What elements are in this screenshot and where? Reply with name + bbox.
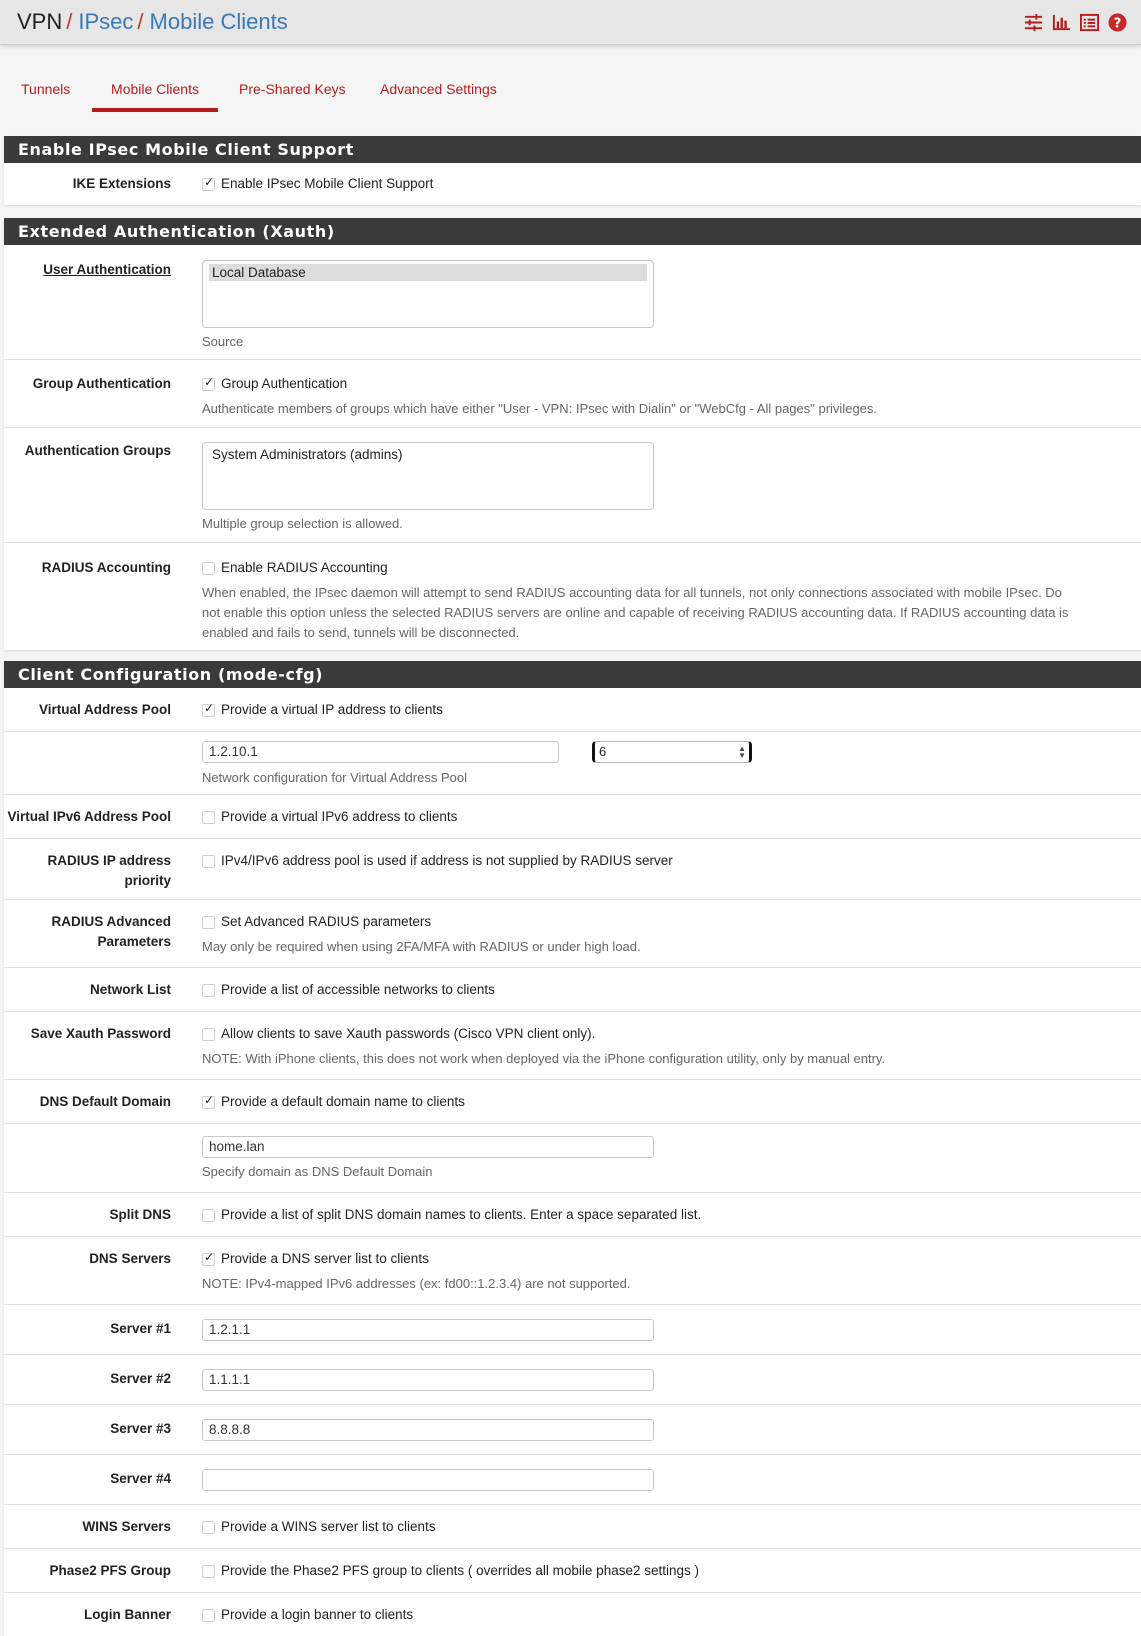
split-dns-label: Split DNS: [109, 1207, 171, 1222]
dns-servers-row: [4, 1237, 1141, 1305]
ike-extensions-row: [4, 163, 1141, 205]
tab-advanced-settings[interactable]: Advanced Settings: [380, 81, 497, 97]
dns-server-3-input[interactable]: 8.8.8.8: [202, 1419, 654, 1441]
group-auth-text: Group Authentication: [221, 376, 348, 391]
dns-server-1-row: [4, 1305, 1141, 1355]
dns-default-domain-text: Provide a default domain name to clients: [221, 1094, 465, 1109]
virtual-address-network-row: [4, 732, 1141, 795]
radius-accounting-checkbox[interactable]: [202, 562, 215, 575]
radius-advanced-text: Set Advanced RADIUS parameters: [221, 914, 432, 929]
group-auth-checkbox[interactable]: [202, 378, 215, 391]
client-config-panel: [4, 661, 1141, 1636]
network-list-label: Network List: [89, 982, 171, 997]
list-icon[interactable]: [1080, 13, 1099, 32]
svg-text:?: ?: [1113, 16, 1122, 32]
split-dns-text: Provide a list of split DNS domain names to clients. Enter a space separated list.: [221, 1207, 702, 1222]
sliders-icon[interactable]: [1024, 13, 1043, 32]
dns-server-4-input[interactable]: [202, 1469, 654, 1491]
virtual-address-input[interactable]: 1.2.10.1: [202, 741, 559, 763]
virtual-ipv6-pool-row: [4, 795, 1141, 839]
dns-server-4-label: Server #4: [110, 1471, 171, 1486]
save-xauth-row: [4, 1012, 1141, 1080]
dns-server-2-input[interactable]: 1.1.1.1: [202, 1369, 654, 1391]
auth-groups-listbox[interactable]: [202, 442, 654, 510]
dns-servers-checkbox[interactable]: [202, 1253, 215, 1266]
login-banner-label: Login Banner: [84, 1607, 171, 1622]
save-xauth-help: NOTE: With iPhone clients, this does not work when deployed via the iPhone configuration utility, only by manual entry.: [202, 1051, 886, 1066]
dns-server-3-row: [4, 1405, 1141, 1455]
split-dns-row: [4, 1193, 1141, 1237]
auth-groups-row: [4, 428, 1141, 543]
dns-domain-value-row: [4, 1124, 1141, 1193]
radius-ip-priority-row: [4, 839, 1141, 900]
dns-server-1-input[interactable]: 1.2.1.1: [202, 1319, 654, 1341]
ike-extensions-checkbox[interactable]: [202, 178, 215, 191]
network-list-row: [4, 968, 1141, 1012]
panel-title: Client Configuration (mode-cfg): [4, 661, 1141, 688]
user-auth-help: Source: [202, 334, 244, 349]
auth-groups-help: Multiple group selection is allowed.: [202, 516, 403, 531]
radius-ip-priority-checkbox[interactable]: [202, 855, 215, 868]
radius-ip-priority-label-2: priority: [124, 873, 171, 888]
tab-tunnels[interactable]: Tunnels: [21, 81, 71, 97]
save-xauth-text: Allow clients to save Xauth passwords (Cisco VPN client only).: [221, 1026, 596, 1041]
dns-servers-text: Provide a DNS server list to clients: [221, 1251, 429, 1266]
user-auth-row: [4, 245, 1141, 360]
wins-servers-checkbox[interactable]: [202, 1521, 215, 1534]
tab-mobile-clients[interactable]: Mobile Clients: [92, 78, 218, 112]
wins-servers-text: Provide a WINS server list to clients: [221, 1519, 436, 1534]
bar-chart-icon[interactable]: [1052, 13, 1071, 32]
radius-accounting-text: Enable RADIUS Accounting: [221, 560, 388, 575]
breadcrumb-vpn: VPN: [17, 9, 63, 34]
radius-advanced-label-2: Parameters: [97, 934, 171, 949]
phase2-pfs-row: [4, 1549, 1141, 1593]
radius-ip-priority-label-1: RADIUS IP address: [47, 853, 171, 868]
virtual-address-pool-text: Provide a virtual IP address to clients: [221, 702, 443, 717]
user-auth-label[interactable]: User Authentication: [43, 262, 171, 277]
mask-value: 6: [599, 744, 607, 759]
user-auth-listbox[interactable]: [202, 260, 654, 328]
group-auth-label: Group Authentication: [32, 376, 171, 391]
top-bar: [0, 0, 1141, 45]
dns-servers-help: NOTE: IPv4-mapped IPv6 addresses (ex: fd00::1.2.3.4) are not supported.: [202, 1276, 631, 1291]
tab-pre-shared-keys[interactable]: Pre-Shared Keys: [239, 81, 346, 97]
help-icon[interactable]: [1108, 13, 1127, 32]
dns-server-2-label: Server #2: [110, 1371, 171, 1386]
network-list-text: Provide a list of accessible networks to clients: [221, 982, 495, 997]
breadcrumb-separator: /: [66, 9, 73, 34]
radius-accounting-row: [4, 543, 1141, 650]
radius-accounting-help-2: not enable this option unless the selected RADIUS servers are online and capable of receiving RADIUS accounting data. If RADIUS accounting data is: [202, 605, 1069, 620]
breadcrumb: [17, 9, 288, 35]
panel-title: Enable IPsec Mobile Client Support: [4, 136, 1141, 163]
breadcrumb-mobile-clients-link[interactable]: Mobile Clients: [149, 9, 288, 34]
group-auth-help: Authenticate members of groups which have either "User - VPN: IPsec with Dialin" or "WebCfg - All pages" privileges.: [202, 401, 878, 416]
tab-bar: [0, 72, 1141, 117]
select-arrows-icon: ▲ ▼: [738, 744, 746, 760]
radius-ip-priority-text: IPv4/IPv6 address pool is used if address is not supplied by RADIUS server: [221, 853, 673, 868]
virtual-address-mask-select[interactable]: [592, 741, 752, 763]
dns-domain-input[interactable]: home.lan: [202, 1136, 654, 1158]
wins-servers-row: [4, 1505, 1141, 1549]
group-auth-row: [4, 360, 1141, 428]
enable-panel: [4, 136, 1141, 205]
wins-servers-label: WINS Servers: [82, 1519, 171, 1534]
login-banner-row: [4, 1593, 1141, 1636]
xauth-panel: [4, 218, 1141, 650]
dns-default-domain-row: [4, 1080, 1141, 1124]
dns-default-domain-checkbox[interactable]: [202, 1096, 215, 1109]
auth-groups-label: Authentication Groups: [24, 443, 171, 458]
virtual-ipv6-pool-label: Virtual IPv6 Address Pool: [7, 809, 171, 824]
virtual-address-pool-checkbox[interactable]: [202, 704, 215, 717]
radius-advanced-label-1: RADIUS Advanced: [51, 914, 171, 929]
dns-default-domain-label: DNS Default Domain: [39, 1094, 171, 1109]
radius-accounting-help-3: enabled and fails to send, tunnels will be disconnected.: [202, 625, 520, 640]
virtual-ipv6-pool-text: Provide a virtual IPv6 address to clients: [221, 809, 458, 824]
virtual-ipv6-pool-checkbox[interactable]: [202, 811, 215, 824]
breadcrumb-ipsec-link[interactable]: IPsec: [78, 9, 134, 34]
panel-title: Extended Authentication (Xauth): [4, 218, 1141, 245]
virtual-address-pool-label: Virtual Address Pool: [38, 702, 171, 717]
phase2-pfs-checkbox[interactable]: [202, 1565, 215, 1578]
split-dns-checkbox[interactable]: [202, 1209, 215, 1222]
list-item[interactable]: Local Database: [209, 264, 647, 281]
save-xauth-label: Save Xauth Password: [30, 1026, 171, 1041]
ike-extensions-text: Enable IPsec Mobile Client Support: [221, 176, 434, 191]
virtual-address-pool-row: [4, 688, 1141, 732]
breadcrumb-separator: /: [137, 9, 144, 34]
dns-server-4-row: [4, 1455, 1141, 1505]
ike-extensions-label: IKE Extensions: [72, 176, 171, 191]
dns-server-3-label: Server #3: [110, 1421, 171, 1436]
phase2-pfs-label: Phase2 PFS Group: [49, 1563, 171, 1578]
login-banner-checkbox[interactable]: [202, 1609, 215, 1622]
virtual-address-help: Network configuration for Virtual Address Pool: [202, 770, 467, 785]
radius-advanced-help: May only be required when using 2FA/MFA with RADIUS or under high load.: [202, 939, 641, 954]
radius-advanced-checkbox[interactable]: [202, 916, 215, 929]
dns-server-2-row: [4, 1355, 1141, 1405]
radius-advanced-row: [4, 900, 1141, 968]
dns-server-1-label: Server #1: [110, 1321, 171, 1336]
network-list-checkbox[interactable]: [202, 984, 215, 997]
dns-servers-label: DNS Servers: [89, 1251, 171, 1266]
phase2-pfs-text: Provide the Phase2 PFS group to clients ( overrides all mobile phase2 settings ): [221, 1563, 699, 1578]
radius-accounting-label: RADIUS Accounting: [41, 560, 171, 575]
list-item[interactable]: System Administrators (admins): [212, 447, 403, 462]
radius-accounting-help-1: When enabled, the IPsec daemon will attempt to send RADIUS accounting data for all tunnels, not only connections associated with mobile IPsec. Do: [202, 585, 1062, 600]
login-banner-text: Provide a login banner to clients: [221, 1607, 414, 1622]
save-xauth-checkbox[interactable]: [202, 1028, 215, 1041]
dns-domain-help: Specify domain as DNS Default Domain: [202, 1164, 433, 1179]
